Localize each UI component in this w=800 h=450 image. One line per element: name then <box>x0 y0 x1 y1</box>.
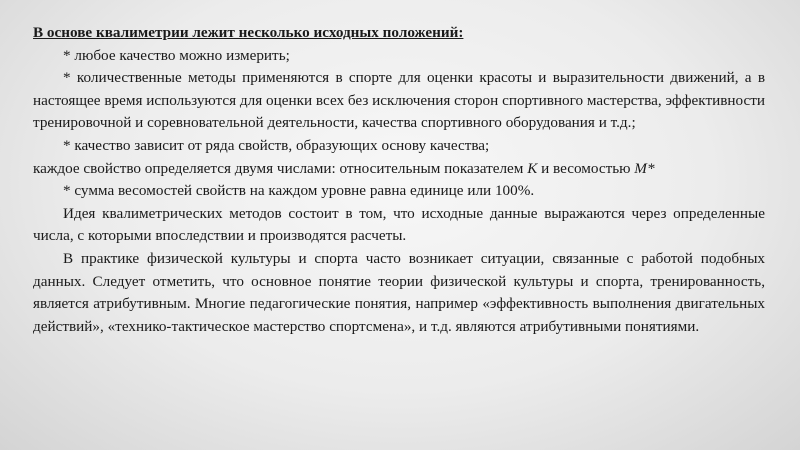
text-block <box>33 22 765 338</box>
k-symbol: К <box>527 159 538 177</box>
paragraph-quantitative-methods: * количественные методы применяются в спорте для оценки красоты и выразительности движений, а в настоящее время используются для оценки всех без исключения сторон спортивного мастерства, эффективности тренировочной и соревновательной деятельности, качества спортивного оборудования и т.д.; <box>33 69 765 132</box>
paragraph-practice: В практике физической культуры и спорта часто возникает ситуации, связанные с работой подобных данных. Следует отметить, что основное понятие теории физической культуры и спорта, тренированность, является атрибутивным. Многие педагогические понятия, например «эффективность выполнения двигательных действий», «технико-тактическое мастерство спортсмена», и т.д. являются атрибутивными понятиями. <box>33 249 765 335</box>
paragraph-properties: * качество зависит от ряда свойств, образующих основу качества; <box>63 136 490 154</box>
paragraph-idea: Идея квалиметрических методов состоит в том, что исходные данные выражаются через определенные числа, с которыми впоследствии и производятся расчеты. <box>33 204 765 245</box>
heading: В основе квалиметрии лежит несколько исходных положений: <box>33 24 464 41</box>
paragraph-measure: * любое качество можно измерить; <box>63 46 290 64</box>
m-symbol: М* <box>634 159 655 177</box>
paragraph-weights-sum: * сумма весомостей свойств на каждом уровне равна единице или 100%. <box>63 182 535 200</box>
two-numbers-text: каждое свойство определяется двумя числами: относительным показателем <box>33 159 528 177</box>
two-numbers-mid: и весомостью <box>537 159 635 177</box>
paragraph-two-numbers <box>33 158 765 181</box>
